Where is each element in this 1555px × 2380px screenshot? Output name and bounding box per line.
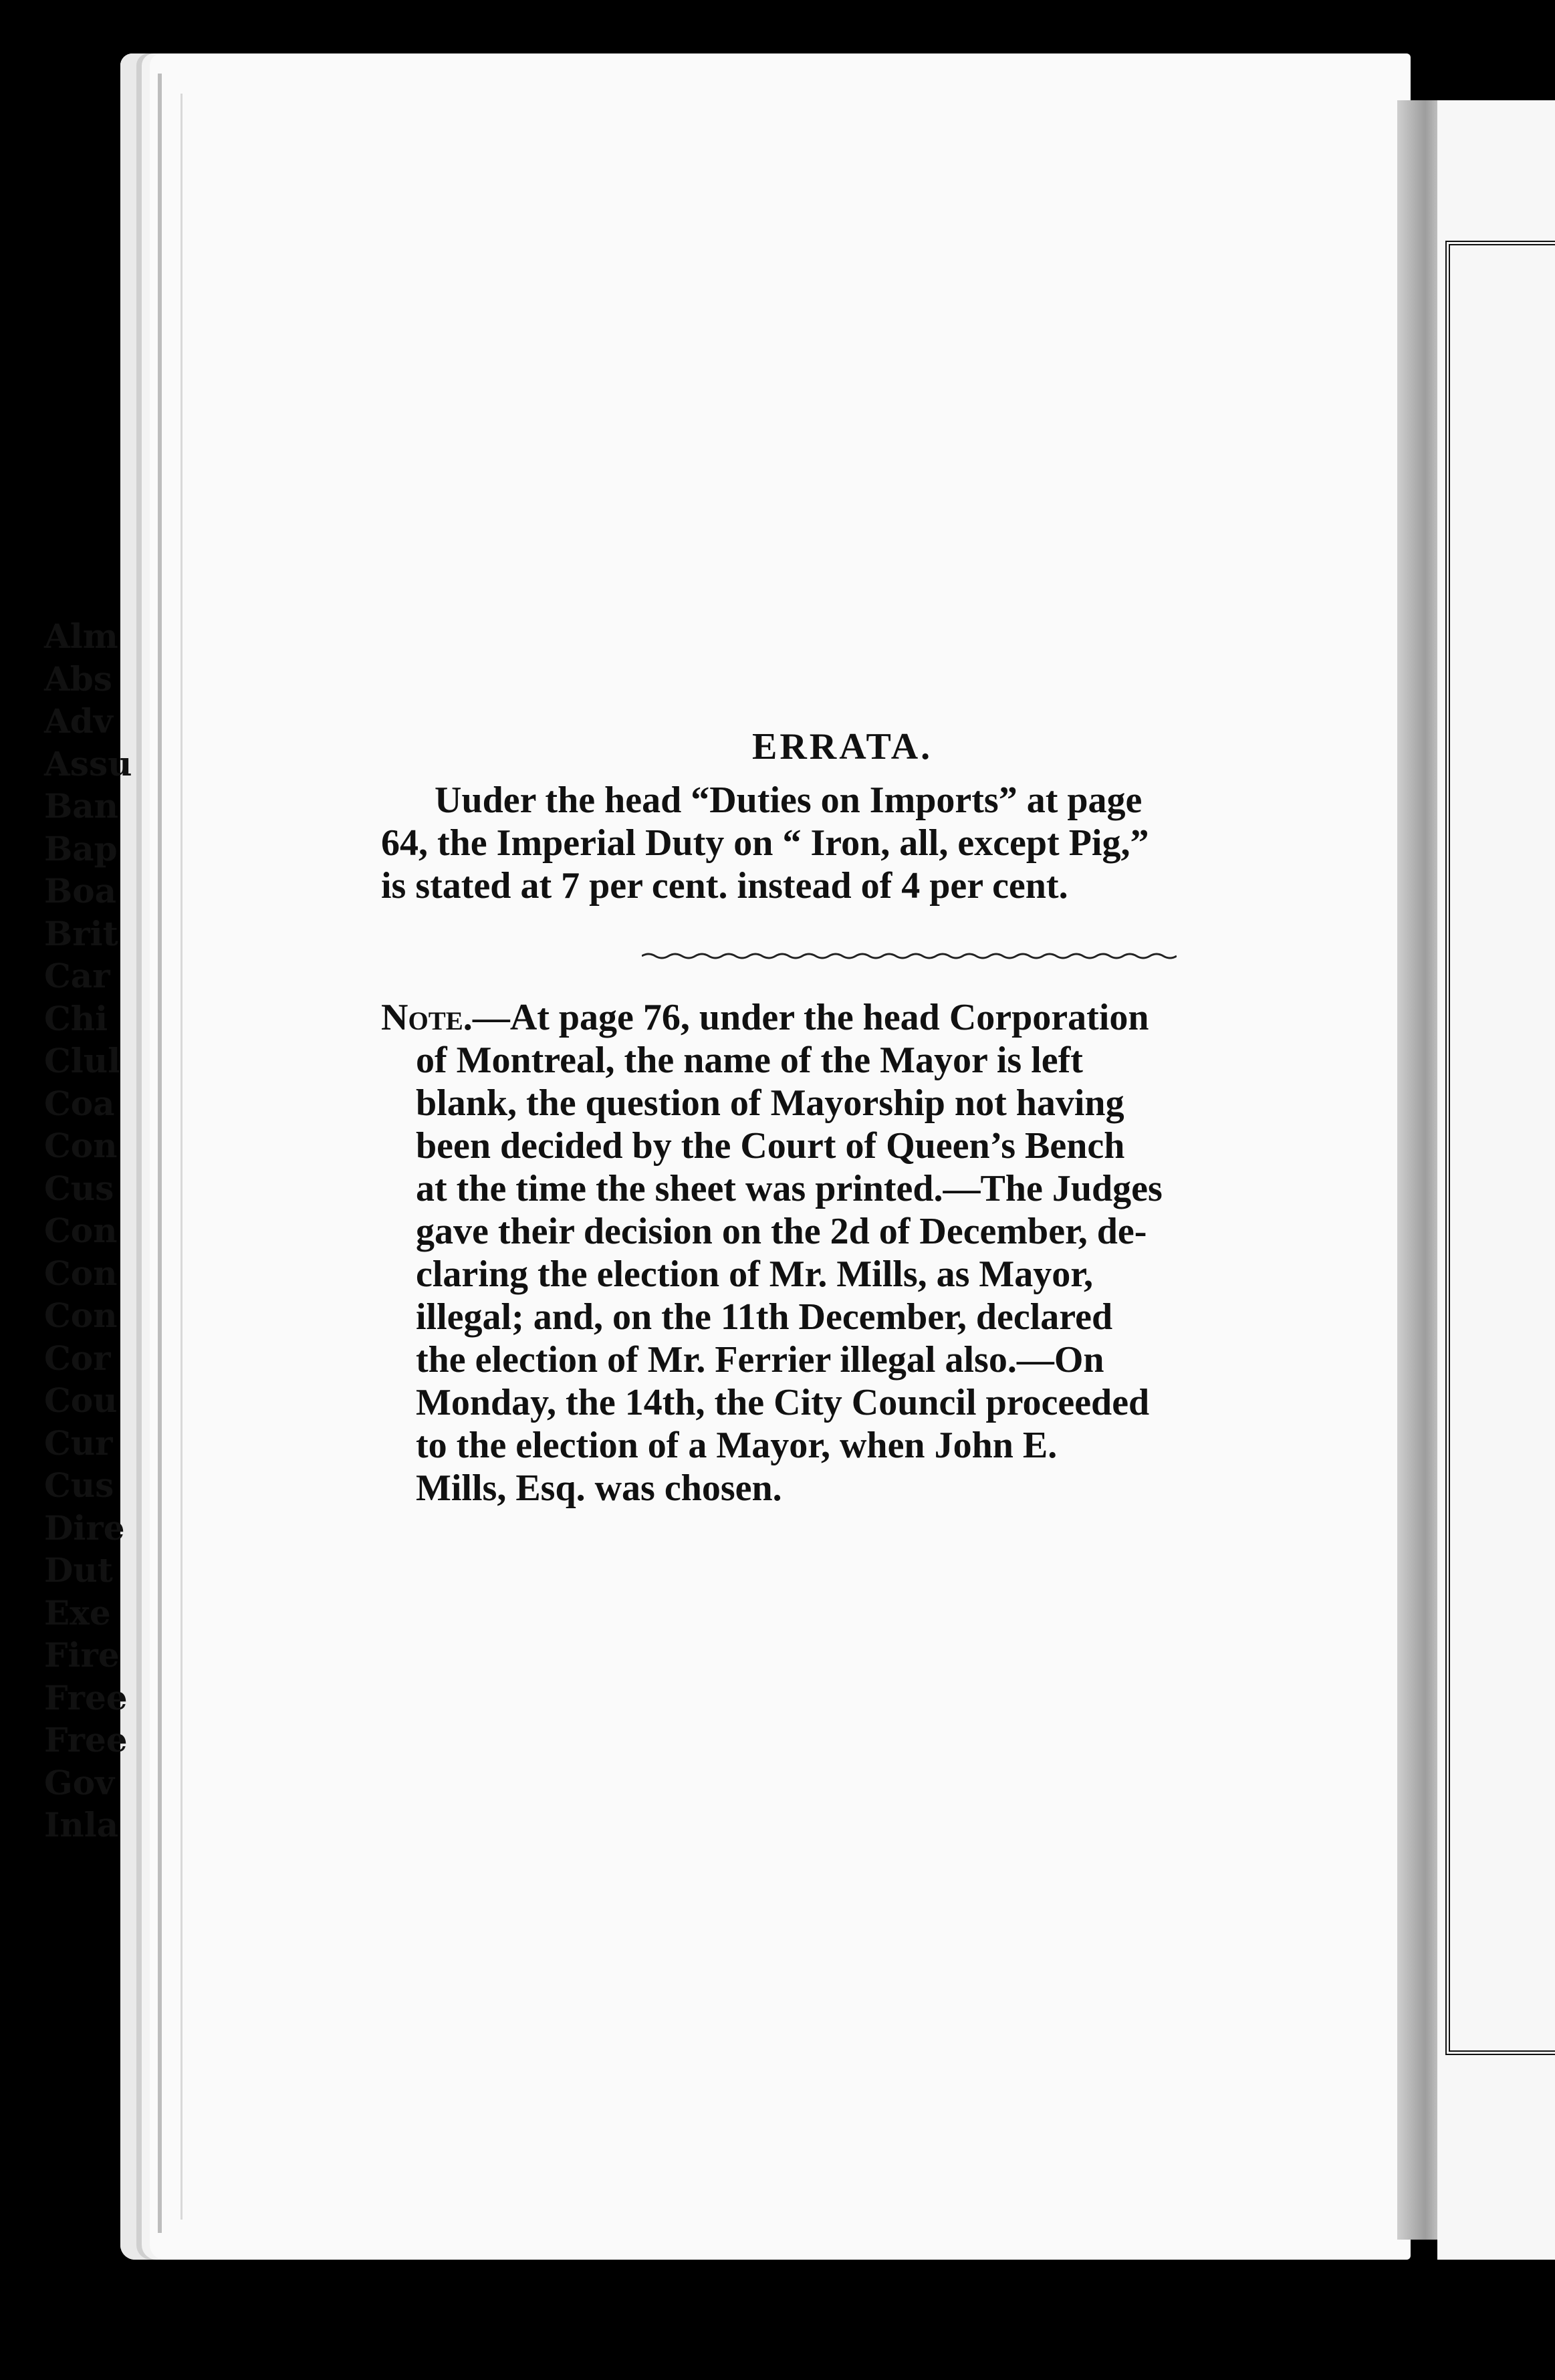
note-line: —At page 76, under the head Corporation <box>472 997 1149 1038</box>
index-entry: Con <box>44 1253 118 1293</box>
index-entry: Boa <box>44 871 117 911</box>
index-entry: Gov <box>44 1762 115 1802</box>
index-entry: Chi <box>44 998 108 1038</box>
index-entry: Alm <box>44 616 118 656</box>
index-entry: Abs <box>44 659 112 699</box>
note-line: Monday, the 14th, the City Council proceeded <box>416 1382 1150 1423</box>
note-line: blank, the question of Mayorship not having <box>416 1082 1124 1124</box>
index-entry: Cus <box>44 1465 114 1505</box>
index-entry: Con <box>44 1211 118 1250</box>
right-page <box>1437 100 1555 2260</box>
index-entry: Ban <box>44 786 119 826</box>
note-lead: Note. <box>381 997 473 1038</box>
errata-line: is stated at 7 per cent. instead of 4 per cent. <box>381 865 1068 907</box>
note-line: to the election of a Mayor, when John E. <box>416 1425 1058 1466</box>
index-entry: Bap <box>44 828 118 868</box>
index-entry: Cou <box>44 1381 118 1420</box>
note-line: claring the election of Mr. Mills, as Mayor, <box>416 1254 1094 1295</box>
index-entry: Con <box>44 1296 118 1335</box>
index-entry: Dut <box>44 1550 113 1590</box>
note-line: gave their decision on the 2d of December, de- <box>416 1211 1147 1252</box>
right-page-index-list <box>44 615 132 1847</box>
index-entry: Cur <box>44 1423 113 1463</box>
errata-line: Uuder the head “Duties on Imports” at page <box>435 780 1143 821</box>
errata-heading: ERRATA. <box>752 726 933 767</box>
index-entry: Clul <box>44 1041 121 1080</box>
index-entry: Con <box>44 1126 118 1165</box>
note-line: Mills, Esq. was chosen. <box>416 1467 782 1509</box>
index-entry: Car <box>44 956 110 995</box>
index-entry: Fire <box>44 1635 120 1675</box>
errata-paragraph <box>381 779 1370 907</box>
index-entry: Coa <box>44 1083 115 1123</box>
index-entry: Cor <box>44 1338 111 1378</box>
note-line: illegal; and, on the 11th December, declared <box>416 1296 1113 1338</box>
index-entry: Free <box>44 1720 128 1760</box>
right-page-frame <box>1445 241 1555 2055</box>
note-line: the election of Mr. Ferrier illegal also.—On <box>416 1339 1104 1381</box>
index-entry: Inla <box>44 1805 119 1844</box>
page-edge <box>158 74 162 2233</box>
index-entry: Assu <box>44 743 132 784</box>
index-entry: Dire <box>44 1508 125 1548</box>
page-edge-inner <box>181 94 183 2220</box>
index-entry: Adv <box>44 701 113 741</box>
note-line: been decided by the Court of Queen’s Bench <box>416 1125 1125 1167</box>
note-line: of Montreal, the name of the Mayor is left <box>416 1040 1083 1081</box>
index-entry: Brit <box>44 913 118 953</box>
index-entry: Exe <box>44 1592 111 1633</box>
note-line: at the time the sheet was printed.—The Judges <box>416 1168 1163 1209</box>
index-entry: Free <box>44 1677 128 1717</box>
note-first-line <box>381 996 1370 1039</box>
index-entry: Cus <box>44 1168 114 1208</box>
ornamental-divider <box>642 953 1177 959</box>
note-paragraph <box>381 996 1370 1510</box>
errata-line: 64, the Imperial Duty on “ Iron, all, except Pig,” <box>381 822 1149 864</box>
